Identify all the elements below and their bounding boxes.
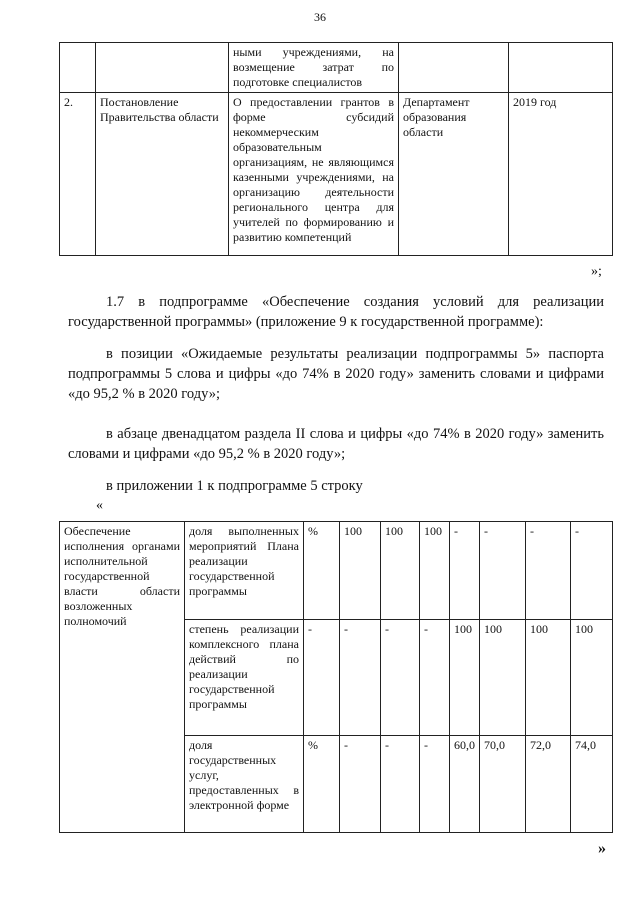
table-row	[60, 93, 613, 256]
cell-content: ными учреждениями, на возмещение затрат по подготовке специалистов	[229, 43, 399, 93]
cell-term	[509, 43, 613, 93]
cell-value: -	[340, 736, 381, 833]
cell-value: -	[526, 522, 571, 620]
table-top	[59, 42, 613, 256]
paragraph-section-2: в абзаце двенадцатом раздела II слова и цифры «до 74% в 2020 году» заменить словами и цифрами «до 95,2 % в 2020 году»;	[68, 426, 604, 462]
cell-value: -	[571, 522, 613, 620]
cell-indicator: доля государственных услуг, предоставленных в электронной форме	[185, 736, 304, 833]
cell-value: -	[340, 620, 381, 736]
page-number: 36	[314, 10, 326, 24]
cell-value: 74,0	[571, 736, 613, 833]
cell-unit: -	[304, 620, 340, 736]
cell-document	[96, 43, 229, 93]
opening-quote: «	[96, 498, 103, 513]
cell-term: 2019 год	[509, 93, 613, 256]
cell-num: 2.	[60, 93, 96, 256]
cell-value: 100	[420, 522, 450, 620]
cell-unit: %	[304, 736, 340, 833]
cell-value: 60,0	[450, 736, 480, 833]
cell-value: -	[420, 736, 450, 833]
paragraph-appendix: в приложении 1 к подпрограмме 5 строку	[106, 478, 363, 494]
cell-value: -	[381, 736, 420, 833]
end-quote: »	[598, 840, 606, 857]
paragraph-1-7: 1.7 в подпрограмме «Обеспечение создания условий для реализации государственной программы» (приложение 9 к государственной программе):	[68, 294, 604, 330]
closing-quote: »;	[591, 264, 602, 279]
table-row	[60, 522, 613, 620]
cell-executor	[399, 43, 509, 93]
cell-value: -	[420, 620, 450, 736]
cell-value: 100	[526, 620, 571, 736]
cell-document: Постановление Правительства области	[96, 93, 229, 256]
table-indicators	[59, 521, 613, 833]
cell-value: -	[480, 522, 526, 620]
cell-indicator: доля выполненных мероприятий Плана реализации государственной программы	[185, 522, 304, 620]
cell-value: 72,0	[526, 736, 571, 833]
paragraph-passport: в позиции «Ожидаемые результаты реализации подпрограммы 5» паспорта подпрограммы 5 слова и цифры «до 74% в 2020 году» заменить словами и цифрами «до 95,2 % в 2020 году»;	[68, 346, 604, 402]
table-row	[60, 43, 613, 93]
cell-value: 70,0	[480, 736, 526, 833]
cell-executor: Департамент образования области	[399, 93, 509, 256]
cell-value: -	[381, 620, 420, 736]
cell-task: Обеспечение исполнения органами исполнительной государственной власти области возложенных полномочий	[60, 522, 185, 833]
cell-value: -	[450, 522, 480, 620]
cell-content: О предоставлении грантов в форме субсидий некоммерческим образовательным организациям, не являющимся казенными учреждениями, на организацию деятельности регионального центра для учителей по формированию и развитию компетенций	[229, 93, 399, 256]
cell-value: 100	[480, 620, 526, 736]
cell-num	[60, 43, 96, 93]
cell-value: 100	[381, 522, 420, 620]
cell-unit: %	[304, 522, 340, 620]
cell-value: 100	[571, 620, 613, 736]
cell-value: 100	[340, 522, 381, 620]
cell-value: 100	[450, 620, 480, 736]
cell-indicator: степень реализации комплексного плана действий по реализации государственной программы	[185, 620, 304, 736]
